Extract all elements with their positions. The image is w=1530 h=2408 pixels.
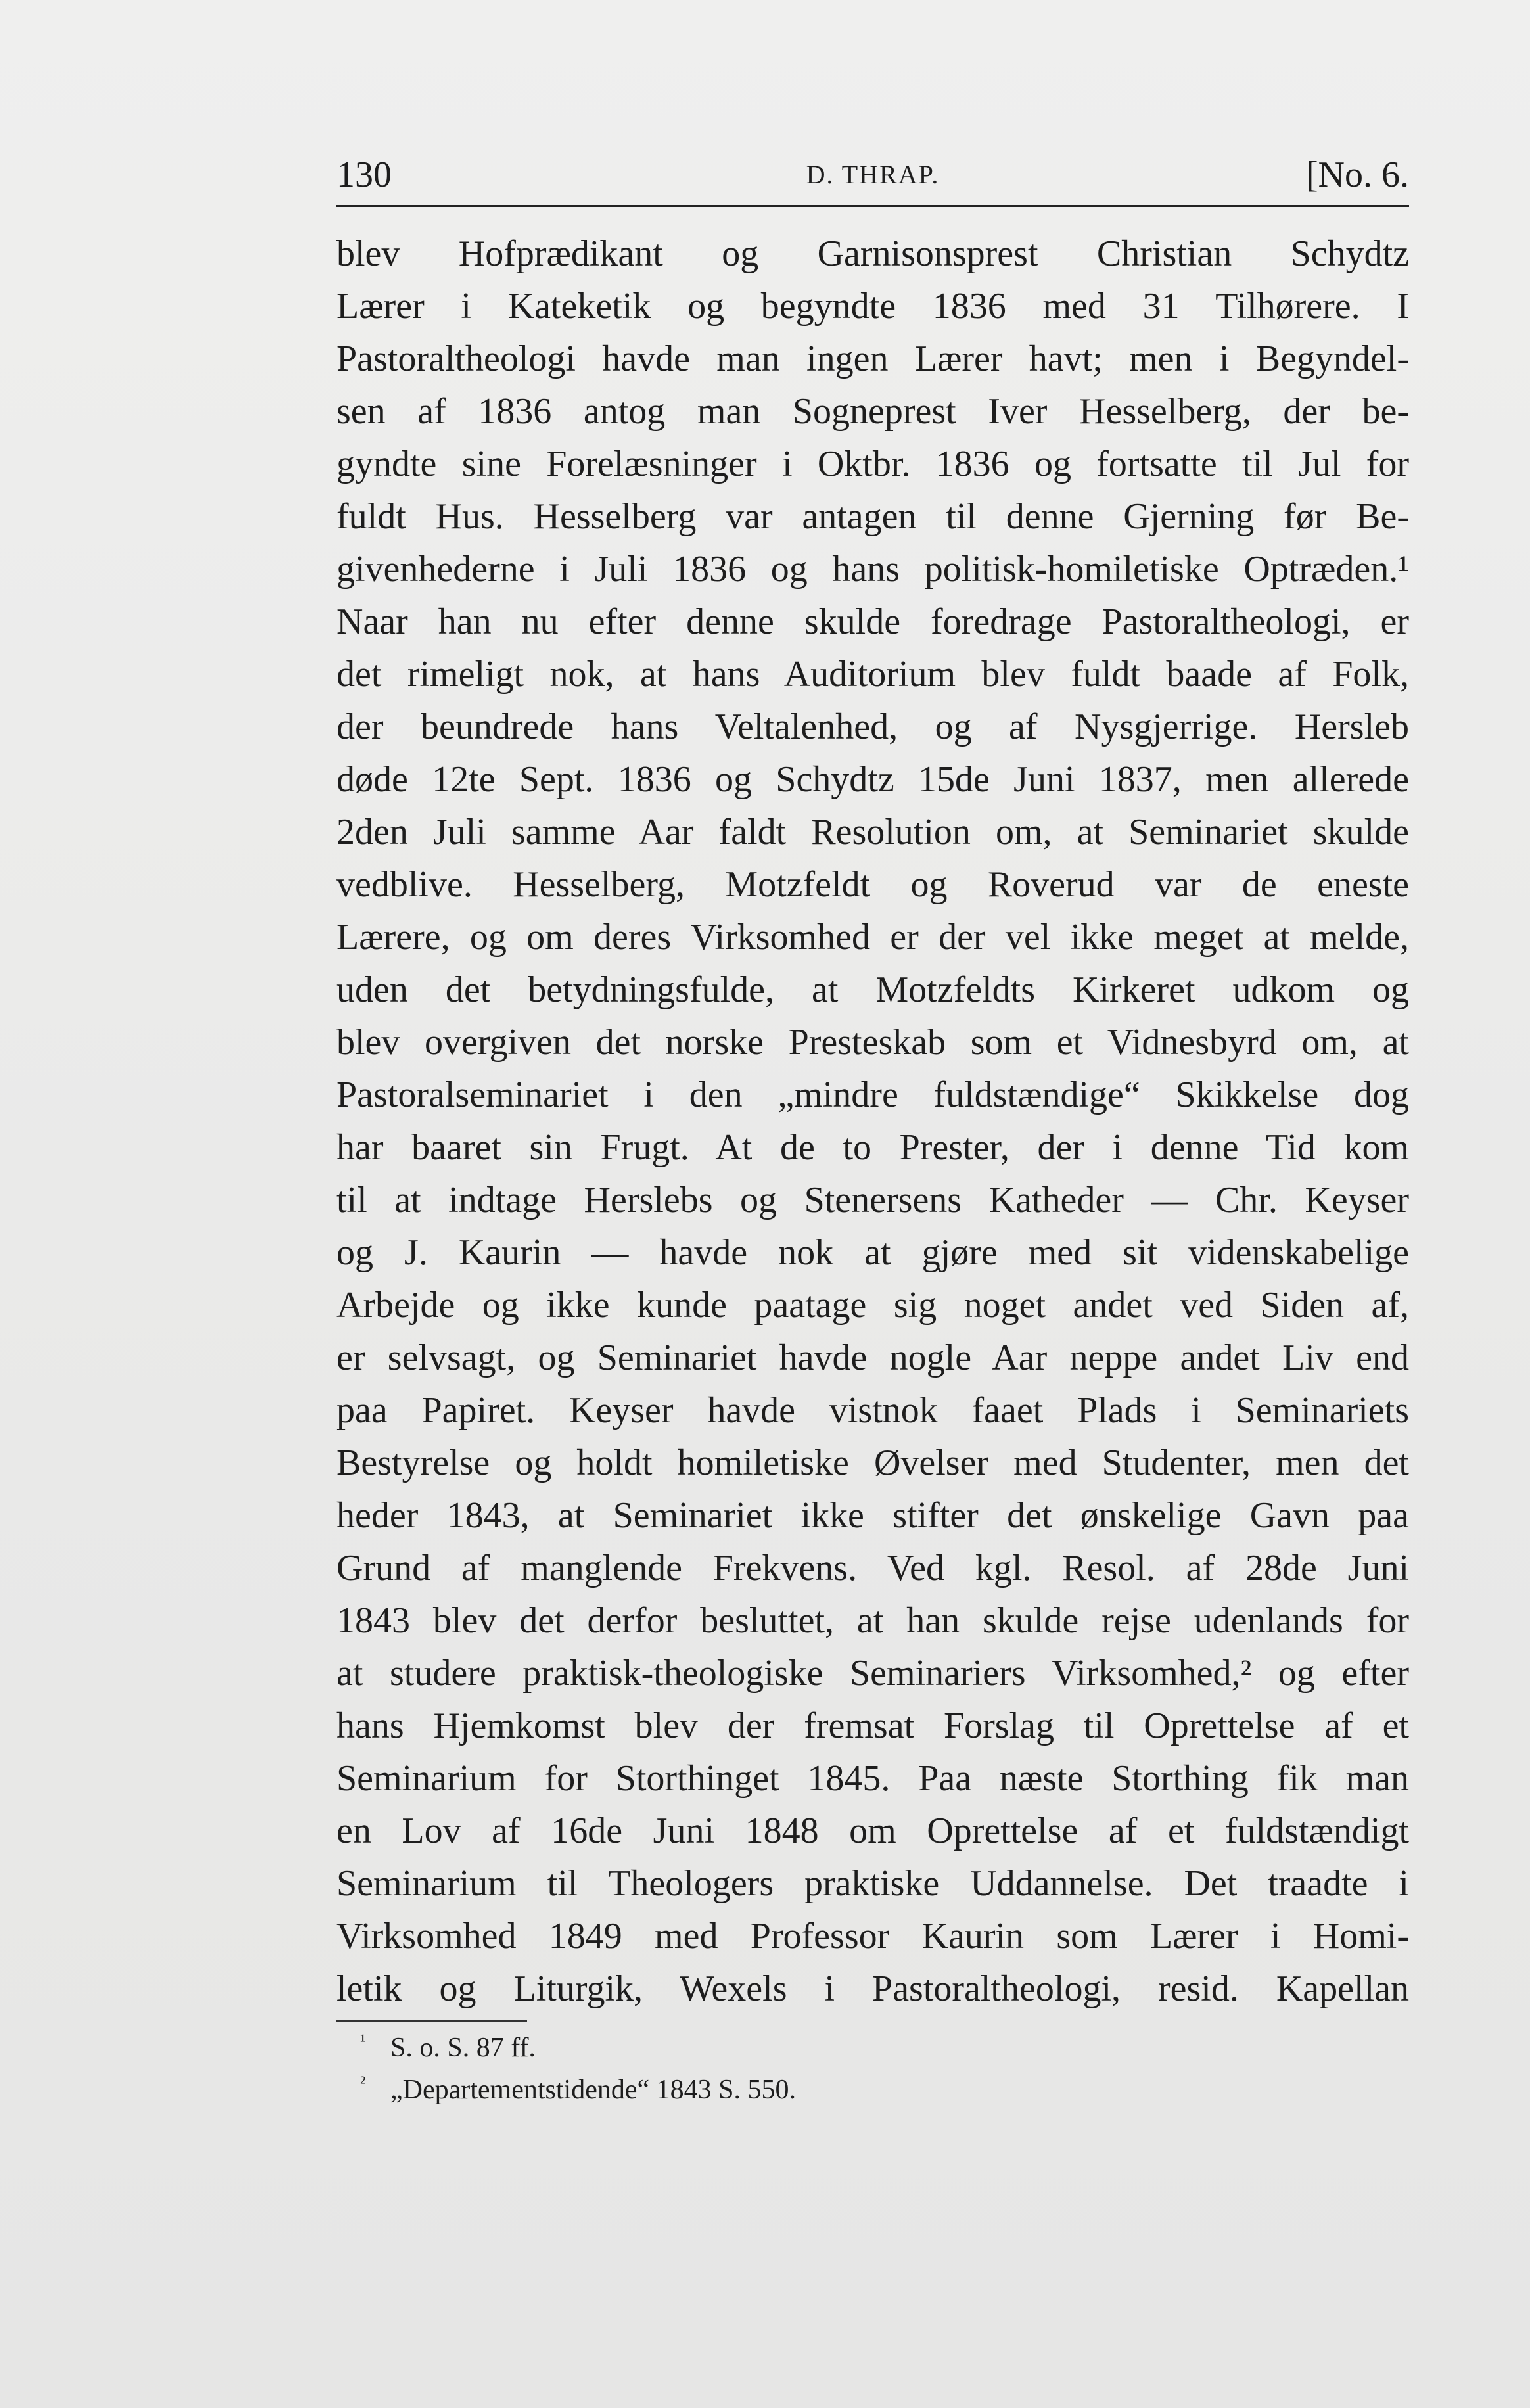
text-line: en Lov af 16de Juni 1848 om Oprettelse af et fuldstændigt [336, 1811, 1409, 1851]
text-line: uden det betydningsfulde, at Motzfeldts Kirkeret udkom og [336, 969, 1409, 1010]
footnote-text: „Departementstidende“ 1843 S. 550. [390, 2075, 796, 2105]
text-line: letik og Liturgik, Wexels i Pastoraltheologi, resid. Kapellan [336, 1968, 1409, 2009]
issue-number: [No. 6. [1305, 154, 1409, 195]
text-line: til at indtage Herslebs og Stenersens Katheder — Chr. Keyser [336, 1180, 1409, 1220]
text-line: døde 12te Sept. 1836 og Schydtz 15de Juni 1837, men allerede [336, 759, 1409, 800]
text-line: hans Hjemkomst blev der fremsat Forslag til Oprettelse af et [336, 1705, 1409, 1746]
text-line: paa Papiret. Keyser havde vistnok faaet Plads i Seminariets [336, 1390, 1409, 1431]
footnote-rule [336, 2020, 527, 2022]
footnote-text: S. o. S. 87 ff. [390, 2033, 536, 2063]
body-text [336, 227, 1409, 2015]
text-line: Virksomhed 1849 med Professor Kaurin som Lærer i Homi- [336, 1916, 1409, 1956]
text-line: Seminarium for Storthinget 1845. Paa næste Storthing fik man [336, 1758, 1409, 1799]
text-line: gyndte sine Forelæsninger i Oktbr. 1836 og fortsatte til Jul for [336, 444, 1409, 484]
text-line: 1843 blev det derfor besluttet, at han skulde rejse udenlands for [336, 1600, 1409, 1641]
text-line: 2den Juli samme Aar faldt Resolution om, at Seminariet skulde [336, 812, 1409, 852]
text-line: Bestyrelse og holdt homiletiske Øvelser med Studenter, men det [336, 1443, 1409, 1483]
text-line: at studere praktisk-theologiske Seminariers Virksomhed,² og efter [336, 1653, 1409, 1694]
text-line: Pastoralseminariet i den „mindre fuldstændige“ Skikkelse dog [336, 1075, 1409, 1115]
text-line: blev Hofprædikant og Garnisonsprest Christian Schydtz [336, 233, 1409, 274]
text-line: blev overgiven det norske Presteskab som et Vidnesbyrd om, at [336, 1022, 1409, 1063]
footnotes [360, 2027, 1149, 2111]
text-line: har baaret sin Frugt. At de to Prester, der i denne Tid kom [336, 1127, 1409, 1168]
text-line: fuldt Hus. Hesselberg var antagen til denne Gjerning før Be- [336, 496, 1409, 537]
text-line: der beundrede hans Veltalenhed, og af Nysgjerrige. Hersleb [336, 706, 1409, 747]
running-title: D. THRAP. [806, 160, 940, 189]
footnote: ² „Departementstidende“ 1843 S. 550. [360, 2073, 796, 2105]
text-line: Lærere, og om deres Virksomhed er der vel ikke meget at melde, [336, 917, 1409, 958]
text-line: Lærer i Kateketik og begyndte 1836 med 31 Tilhørere. I [336, 286, 1409, 327]
text-line: vedblive. Hesselberg, Motzfeldt og Roverud var de eneste [336, 864, 1409, 905]
page-header [336, 149, 1409, 201]
text-line: heder 1843, at Seminariet ikke stifter det ønskelige Gavn paa [336, 1495, 1409, 1536]
text-line: det rimeligt nok, at hans Auditorium blev fuldt baade af Folk, [336, 654, 1409, 695]
text-line: Pastoraltheologi havde man ingen Lærer havt; men i Begyndel- [336, 338, 1409, 379]
text-line: Naar han nu efter denne skulde foredrage Pastoraltheologi, er [336, 601, 1409, 642]
text-line: givenhederne i Juli 1836 og hans politisk-homiletiske Optræden.¹ [336, 549, 1409, 590]
header-rule [336, 205, 1409, 207]
text-line: sen af 1836 antog man Sogneprest Iver Hesselberg, der be- [336, 391, 1409, 432]
text-line: Grund af manglende Frekvens. Ved kgl. Resol. af 28de Juni [336, 1548, 1409, 1588]
text-line: Arbejde og ikke kunde paatage sig noget andet ved Siden af, [336, 1285, 1409, 1326]
page-number: 130 [336, 154, 392, 195]
text-line: og J. Kaurin — havde nok at gjøre med sit videnskabelige [336, 1232, 1409, 1273]
text-line: Seminarium til Theologers praktiske Uddannelse. Det traadte i [336, 1863, 1409, 1904]
text-line: er selvsagt, og Seminariet havde nogle Aar neppe andet Liv end [336, 1337, 1409, 1378]
footnote: ¹ S. o. S. 87 ff. [360, 2031, 536, 2063]
